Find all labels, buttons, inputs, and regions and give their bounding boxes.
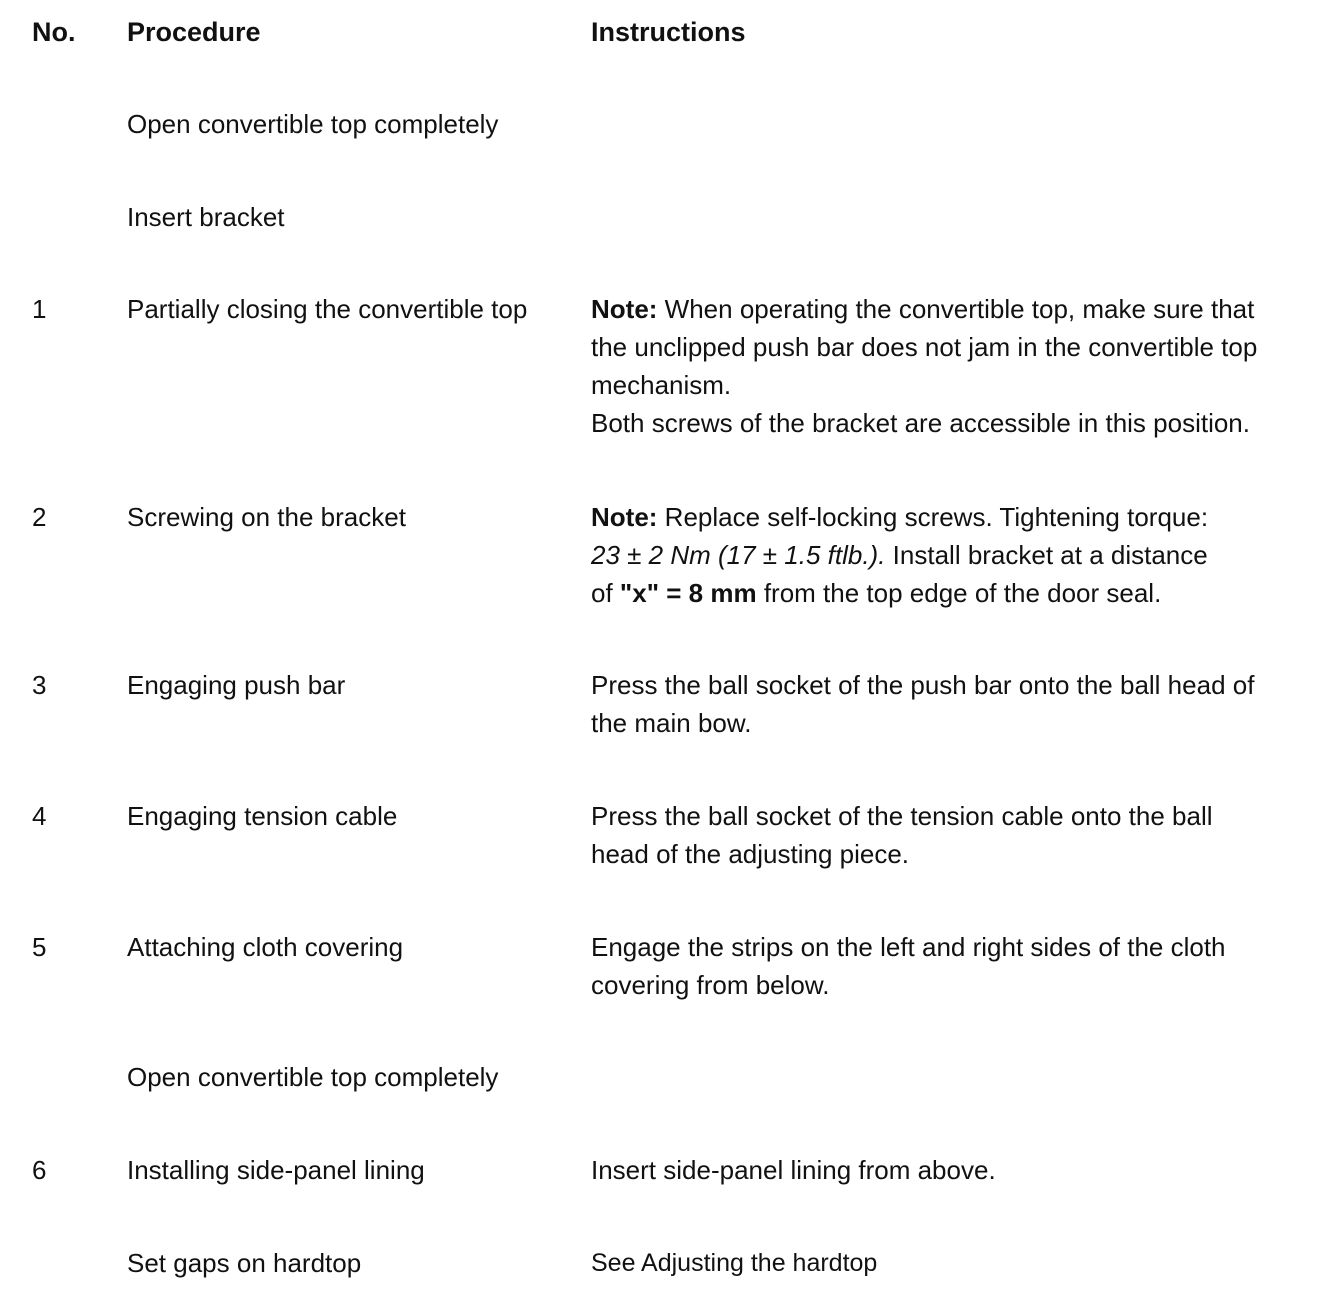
procedure-text: Partially closing the convertible top — [127, 294, 528, 324]
procedure-text: Open convertible top completely — [127, 109, 499, 139]
instruction-text — [591, 797, 1291, 873]
procedure-text: Set gaps on hardtop — [127, 1248, 362, 1278]
instruction-line: the unclipped push bar does not jam in the convertible top — [591, 332, 1258, 362]
procedure-text: Installing side-panel lining — [127, 1155, 425, 1185]
instruction-line: covering from below. — [591, 970, 830, 1000]
distance-value: "x" = 8 mm — [619, 578, 757, 608]
procedure-text: Insert bracket — [127, 202, 285, 232]
instruction-line: Install bracket at a distance — [892, 540, 1208, 570]
header-instructions: Instructions — [591, 17, 746, 47]
step-number: 1 — [32, 294, 47, 324]
instruction-line: mechanism. — [591, 370, 732, 400]
step-number: 6 — [32, 1155, 47, 1185]
instruction-line: head of the adjusting piece. — [591, 839, 910, 869]
procedure-text: Engaging tension cable — [127, 801, 398, 831]
cross-reference: See Adjusting the hardtop — [591, 1249, 878, 1277]
instruction-text — [591, 928, 1291, 1004]
instruction-text — [591, 1244, 1291, 1282]
step-number: 4 — [32, 801, 47, 831]
instruction-line: Replace self-locking screws. Tightening torque: — [664, 502, 1209, 532]
procedure-text: Open convertible top completely — [127, 1062, 499, 1092]
instruction-text — [591, 666, 1291, 742]
note-label: Note: — [591, 294, 658, 324]
step-number: 3 — [32, 670, 47, 700]
instruction-line: the main bow. — [591, 708, 752, 738]
step-number: 5 — [32, 932, 47, 962]
instruction-line: of — [591, 578, 613, 608]
instruction-line: Both screws of the bracket are accessible in this position. — [591, 408, 1250, 438]
instruction-line: Press the ball socket of the push bar onto the ball head of — [591, 670, 1255, 700]
header-no: No. — [32, 17, 76, 47]
instruction-text — [591, 290, 1291, 442]
instruction-text — [591, 1151, 1291, 1189]
step-number: 2 — [32, 502, 47, 532]
instruction-line: When operating the convertible top, make sure that — [664, 294, 1255, 324]
instruction-line: Insert side-panel lining from above. — [591, 1155, 996, 1185]
instruction-line: Engage the strips on the left and right sides of the cloth — [591, 932, 1226, 962]
header-procedure: Procedure — [127, 17, 261, 47]
instruction-line: from the top edge of the door seal. — [763, 578, 1162, 608]
procedure-text: Screwing on the bracket — [127, 502, 406, 532]
note-label: Note: — [591, 502, 658, 532]
instruction-line: Press the ball socket of the tension cable onto the ball — [591, 801, 1213, 831]
torque-value: 23 ± 2 Nm (17 ± 1.5 ftlb.). — [591, 540, 886, 570]
instruction-text — [591, 498, 1291, 612]
procedure-text: Engaging push bar — [127, 670, 346, 700]
procedure-text: Attaching cloth covering — [127, 932, 404, 962]
